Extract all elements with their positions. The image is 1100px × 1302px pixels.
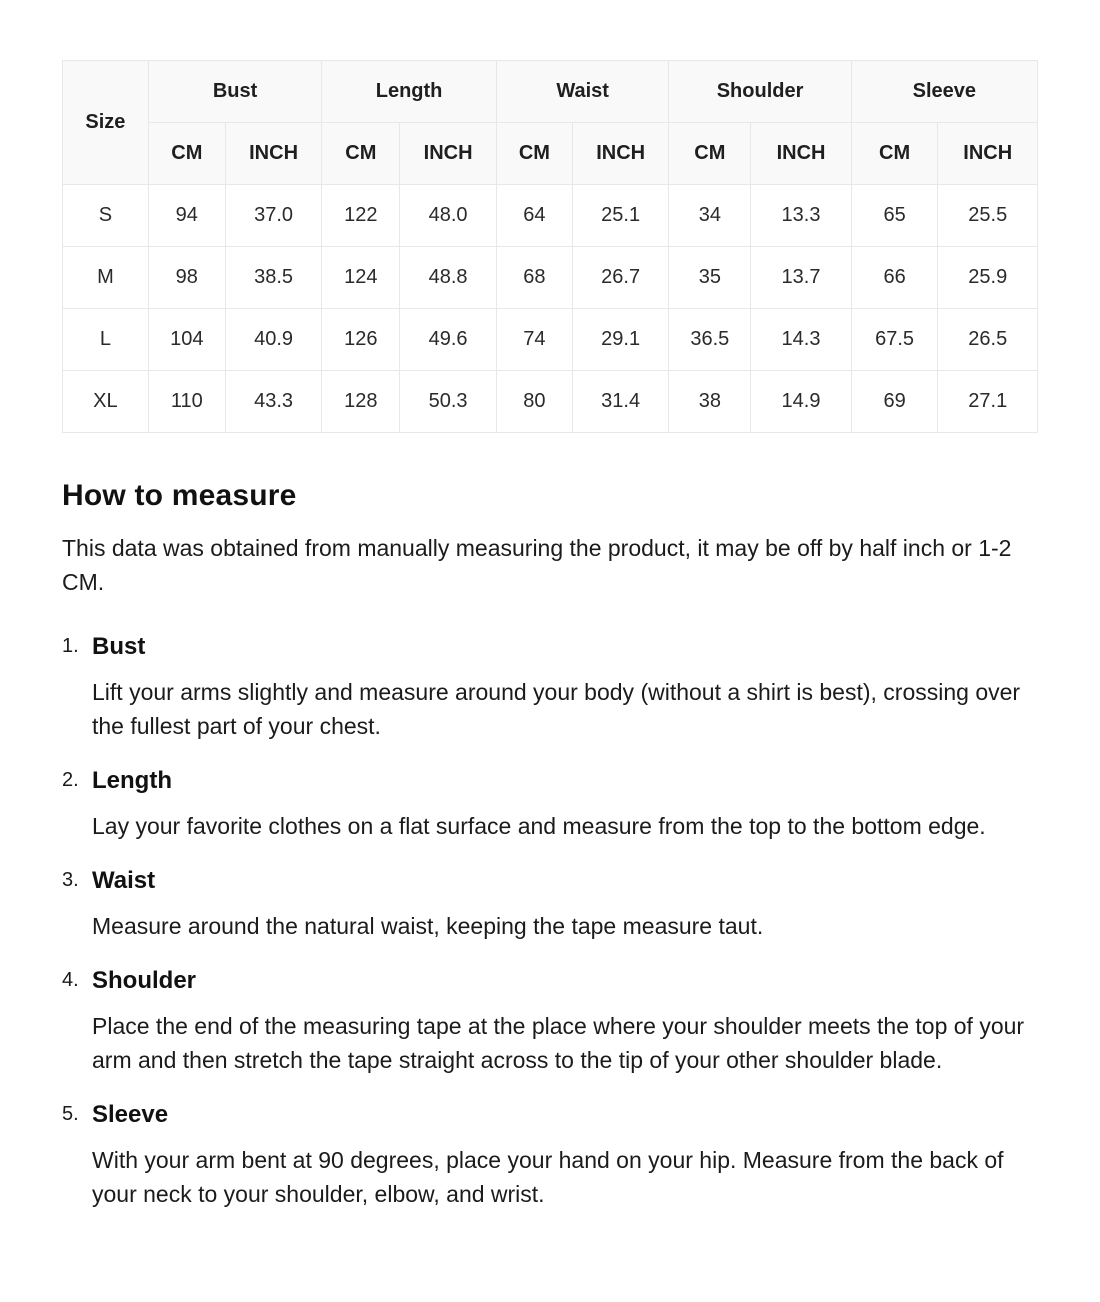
- value-cell: 66: [851, 247, 938, 309]
- value-cell: 48.0: [400, 185, 497, 247]
- unit-header-sleeve-cm: CM: [851, 123, 938, 185]
- unit-header-bust-inch: INCH: [225, 123, 322, 185]
- unit-header-length-inch: INCH: [400, 123, 497, 185]
- step-term: Length: [92, 767, 172, 794]
- measure-steps-list: [62, 631, 1038, 1211]
- value-cell: 38.5: [225, 247, 322, 309]
- value-cell: 64: [496, 185, 572, 247]
- value-cell: 26.7: [572, 247, 669, 309]
- value-cell: 124: [322, 247, 400, 309]
- unit-header-waist-inch: INCH: [572, 123, 669, 185]
- step-description: Lift your arms slightly and measure around your body (without a shirt is best), crossing over the fullest part of your chest.: [92, 679, 1021, 739]
- table-unit-header-row: [63, 123, 1038, 185]
- table-row: [63, 185, 1038, 247]
- value-cell: 80: [496, 371, 572, 433]
- value-cell: 48.8: [400, 247, 497, 309]
- value-cell: 14.9: [751, 371, 851, 433]
- value-cell: 49.6: [400, 309, 497, 371]
- group-header-waist: Waist: [496, 61, 669, 123]
- measure-step-length: [62, 765, 1038, 843]
- step-body: [92, 631, 1038, 743]
- how-to-measure-heading: How to measure: [62, 479, 297, 512]
- value-cell: 34: [669, 185, 751, 247]
- value-cell: 36.5: [669, 309, 751, 371]
- unit-header-shoulder-cm: CM: [669, 123, 751, 185]
- measure-step-bust: [62, 631, 1038, 743]
- size-cell: M: [63, 247, 149, 309]
- table-row: [63, 247, 1038, 309]
- step-term: Sleeve: [92, 1101, 169, 1128]
- table-group-header-row: [63, 61, 1038, 123]
- value-cell: 25.9: [938, 247, 1038, 309]
- unit-header-bust-cm: CM: [148, 123, 225, 185]
- value-cell: 43.3: [225, 371, 322, 433]
- value-cell: 27.1: [938, 371, 1038, 433]
- unit-header-length-cm: CM: [322, 123, 400, 185]
- value-cell: 94: [148, 185, 225, 247]
- step-body: [92, 965, 1038, 1077]
- step-body: [92, 865, 1038, 943]
- step-term: Shoulder: [92, 967, 197, 994]
- step-description: Measure around the natural waist, keeping the tape measure taut.: [92, 913, 764, 939]
- value-cell: 128: [322, 371, 400, 433]
- unit-header-sleeve-inch: INCH: [938, 123, 1038, 185]
- value-cell: 25.1: [572, 185, 669, 247]
- measure-step-waist: [62, 865, 1038, 943]
- step-number: 1.: [62, 635, 79, 657]
- table-row: [63, 309, 1038, 371]
- size-cell: L: [63, 309, 149, 371]
- step-term: Waist: [92, 867, 156, 894]
- step-number: 2.: [62, 769, 79, 791]
- value-cell: 67.5: [851, 309, 938, 371]
- value-cell: 69: [851, 371, 938, 433]
- group-header-sleeve: Sleeve: [851, 61, 1037, 123]
- value-cell: 26.5: [938, 309, 1038, 371]
- value-cell: 29.1: [572, 309, 669, 371]
- value-cell: 13.3: [751, 185, 851, 247]
- value-cell: 65: [851, 185, 938, 247]
- step-number: 4.: [62, 969, 79, 991]
- value-cell: 68: [496, 247, 572, 309]
- unit-header-shoulder-inch: INCH: [751, 123, 851, 185]
- unit-header-waist-cm: CM: [496, 123, 572, 185]
- value-cell: 40.9: [225, 309, 322, 371]
- step-description: With your arm bent at 90 degrees, place your hand on your hip. Measure from the back of your neck to your shoulder, elbow, and wrist.: [92, 1147, 1004, 1207]
- group-header-shoulder: Shoulder: [669, 61, 851, 123]
- step-number: 5.: [62, 1103, 79, 1125]
- value-cell: 35: [669, 247, 751, 309]
- size-column-header: Size: [63, 61, 149, 185]
- size-cell: S: [63, 185, 149, 247]
- value-cell: 104: [148, 309, 225, 371]
- value-cell: 38: [669, 371, 751, 433]
- step-body: [92, 765, 1038, 843]
- value-cell: 122: [322, 185, 400, 247]
- table-row: [63, 371, 1038, 433]
- step-body: [92, 1099, 1038, 1211]
- value-cell: 50.3: [400, 371, 497, 433]
- value-cell: 74: [496, 309, 572, 371]
- value-cell: 126: [322, 309, 400, 371]
- value-cell: 37.0: [225, 185, 322, 247]
- step-description: Place the end of the measuring tape at the place where your shoulder meets the top of your arm and then stretch the tape straight across to the tip of your other shoulder blade.: [92, 1013, 1025, 1073]
- value-cell: 13.7: [751, 247, 851, 309]
- step-description: Lay your favorite clothes on a flat surface and measure from the top to the bottom edge.: [92, 813, 986, 839]
- measure-step-shoulder: [62, 965, 1038, 1077]
- size-cell: XL: [63, 371, 149, 433]
- step-term: Bust: [92, 633, 146, 660]
- size-chart-table: [62, 60, 1038, 433]
- value-cell: 14.3: [751, 309, 851, 371]
- value-cell: 25.5: [938, 185, 1038, 247]
- group-header-bust: Bust: [148, 61, 322, 123]
- value-cell: 98: [148, 247, 225, 309]
- group-header-length: Length: [322, 61, 497, 123]
- step-number: 3.: [62, 869, 79, 891]
- value-cell: 31.4: [572, 371, 669, 433]
- measure-step-sleeve: [62, 1099, 1038, 1211]
- measure-intro-text: This data was obtained from manually measuring the product, it may be off by half inch or 1-2 CM.: [62, 535, 1012, 595]
- value-cell: 110: [148, 371, 225, 433]
